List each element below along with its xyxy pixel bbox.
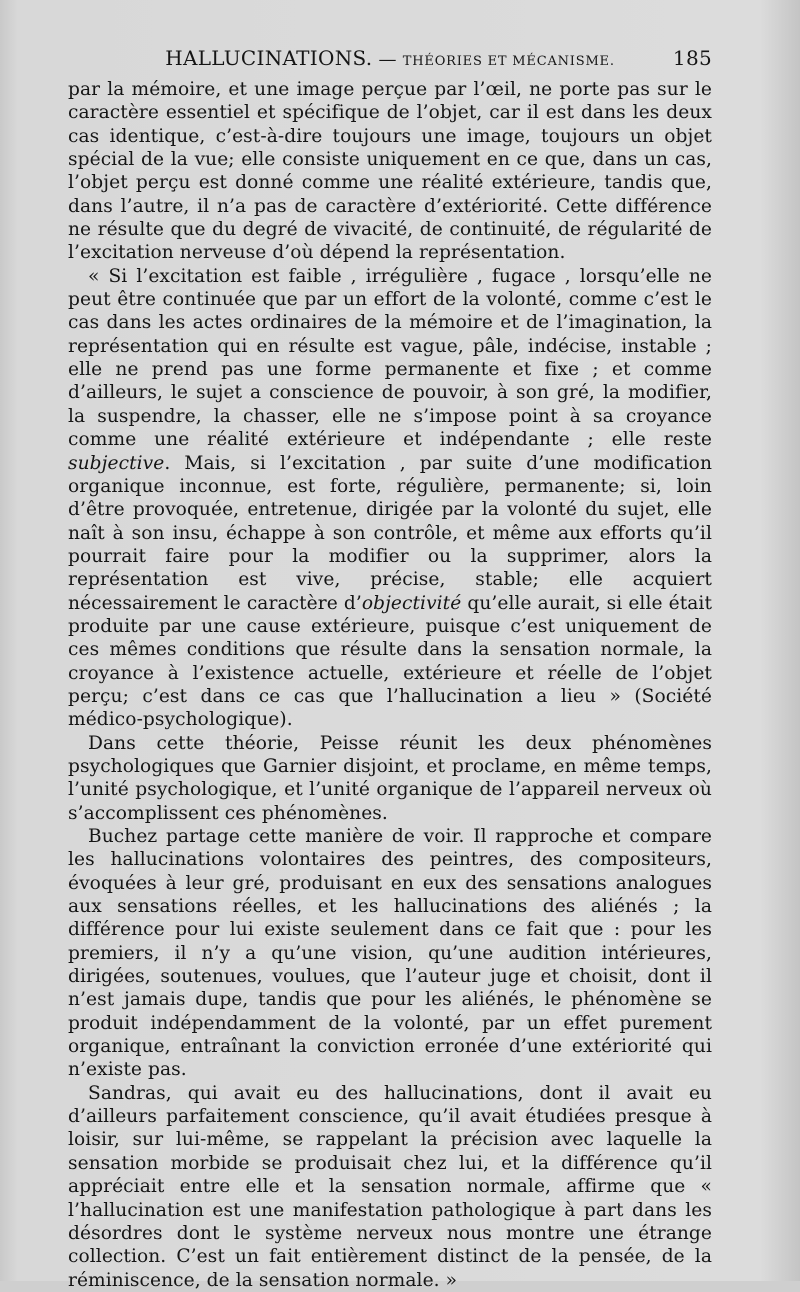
italic-subjective: subjective bbox=[68, 452, 165, 474]
paragraph-5: Sandras, qui avait eu des hallucinations, dont il avait eu d’ailleurs parfaitement conscience, qu’il avait étudiées presque à loisir, sur lui-même, se rappelant la précision avec laquelle la sensation morbide se produisait chez lui, et la différence qu’il appréciait entre elle et la sensation normale, affirme que « l’hallucination est une manifestation pathologique à part dans les désordres dont le système nerveux nous montre une étrange collection. C’est un fait entièrement distinct de la pensée, de la réminiscence, de la sensation normale. » bbox=[68, 1082, 712, 1291]
page-header bbox=[68, 46, 712, 74]
italic-objectivite: objectivité bbox=[361, 592, 462, 614]
page-number: 185 bbox=[672, 46, 712, 70]
paragraph-4: Buchez partage cette manière de voir. Il rapproche et compare les hallucinations volontaires des peintres, des compositeurs, évoquées à leur gré, produisant en eux des sensations analogues aux sensations réelles, et les hallucinations des aliénés ; la différence pour lui existe seulement dans ce fait que : pour les premiers, il n’y a qu’une vision, qu’une audition intérieures, dirigées, soutenues, voulues, que l’auteur juge et choisit, dont il n’est jamais dupe, tandis que pour les aliénés, le phénomène se produit indépendamment de la volonté, par un effet purement organique, entraînant la conviction erronée d’une extériorité qui n’existe pas. bbox=[68, 826, 712, 1081]
paragraph-2-part-b: . Mais, si l’excitation , par suite d’une modification organique inconnue, est forte, régulière, permanente; si, loin d’être provoquée, entretenue, dirigée par la volonté du sujet, elle naît à son insu, échappe à son contrôle, et même aux efforts qu’il pourrait faire pour la modifier ou la supprimer, alors la représentation est vive, précise, stable; elle acquiert nécessairement le caractère d’ bbox=[68, 452, 712, 614]
running-title-dash: — bbox=[372, 49, 403, 70]
paragraph-1: par la mémoire, et une image perçue par l’œil, ne porte pas sur le caractère essentiel et spécifique de l’objet, car il est dans les deux cas identique, c’est-à-dire toujours une image, toujours un objet spécial de la vue; elle consiste uniquement en ce que, dans un cas, l’objet perçu est donné comme une réalité extérieure, tandis que, dans l’autre, il n’a pas de caractère d’extériorité. Cette différence ne résulte que du degré de vivacité, de continuité, de régularité de l’excitation nerveuse d’où dépend la représentation. bbox=[68, 79, 712, 264]
running-title-main: HALLUCINATIONS. bbox=[165, 46, 373, 70]
paragraph-3: Dans cette théorie, Peisse réunit les deux phénomènes psychologiques que Garnier disjoint, et proclame, en même temps, l’unité psychologique, et l’unité organique de l’appareil nerveux où s’accomplissent ces phénomènes. bbox=[68, 732, 712, 824]
running-title bbox=[68, 46, 712, 70]
running-title-sub: THÉORIES ET MÉCANISME. bbox=[402, 54, 615, 69]
paragraph-2-part-a: « Si l’excitation est faible , irrégulière , fugace , lorsqu’elle ne peut être continuée que par un effort de la volonté, comme c’est le cas dans les actes ordinaires de la mémoire et de l’imagination, la représentation qui en résulte est vague, pâle, indécise, instable ; elle ne prend pas une forme permanente et fixe ; et comme d’ailleurs, le sujet a conscience de pouvoir, à son gré, la modifier, la suspendre, la chasser, elle ne s’impose point à sa croyance comme une réalité extérieure et indépendante ; elle reste bbox=[68, 265, 712, 451]
body-text bbox=[68, 78, 712, 1292]
paragraph-2 bbox=[68, 265, 712, 732]
paragraph-2-part-c: qu’elle aurait, si elle était produite par une cause extérieure, puisque c’est uniquement de ces mêmes conditions que résulte dans la sensation normale, la croyance à l’existence actuelle, extérieure et réelle de l’objet perçu; c’est dans ce cas que l’hallucination a lieu » (Société médico-psychologique). bbox=[68, 592, 712, 731]
